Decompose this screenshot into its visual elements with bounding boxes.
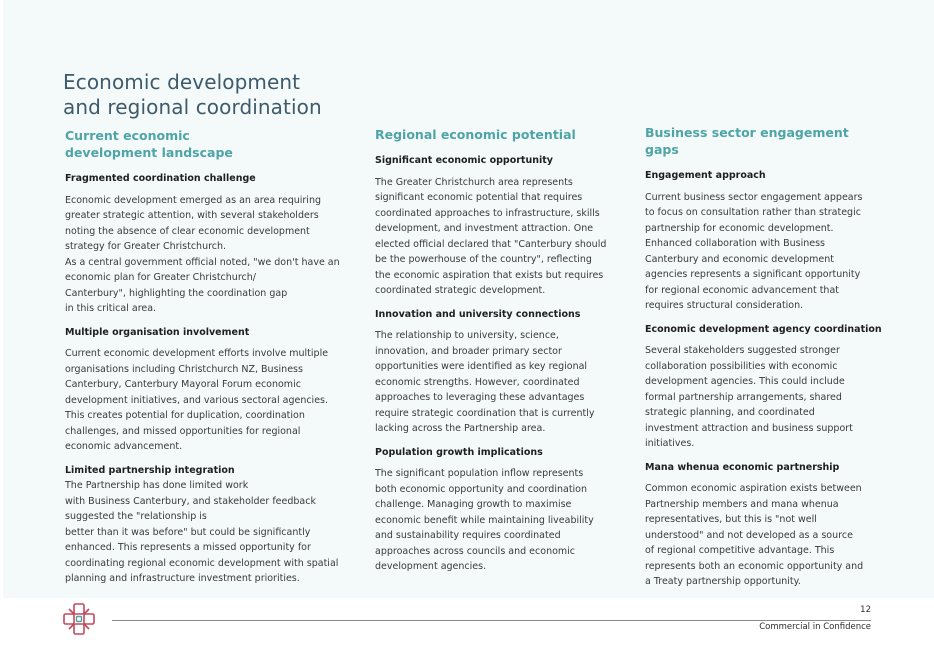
paragraph-fragmented-coordination: Economic development emerged as an area requiring greater strategic attention, with several stakeholders noting the absence of clear economic development strategy for Greater Christchurch. As a central government official noted, "we don't have an economic plan for Greater Christchurch/ Canterbury", highlighting the coordination gap in this critical area. [65,194,340,314]
section-heading: Business sector engagement gaps [645,125,849,157]
paragraph-population-growth: The significant population inflow represents both economic opportunity and coordination challenge. Managing growth to maximise economic benefit while maintaining liveability and sustainability requires coordinated approaches across councils and economic development agencies. [375,468,594,572]
paragraph-innovation-university: The relationship to university, science, innovation, and broader primary sector opportunities were identified as key regional economic strengths. However, coordinated approaches to leveraging these advantages require strategic coordination that is currently lacking across the Partnership area. [375,330,595,434]
subheading-limited-partnership: Limited partnership integration [65,464,235,476]
paragraph-engagement-approach: Current business sector engagement appears to focus on consultation rather than strategic partnership for economic development. Enhanced collaboration with Business Canterbury and economic development agencies represents a significant opportunity for regional economic advancement that requires structural consideration. [645,191,863,311]
subheading-fragmented-coordination: Fragmented coordination challenge [65,173,256,184]
subheading-significant-opportunity: Significant economic opportunity [375,155,553,166]
column-current-landscape [65,127,360,587]
paragraph-agency-coordination: Several stakeholders suggested stronger collaboration possibilities with economic development agencies. This could include formal partnership arrangements, shared strategic planning, and coordinated investment attraction and business support initiatives. [645,345,853,449]
column-regional-potential [375,126,630,583]
footer-divider [112,620,871,621]
subheading-agency-coordination: Economic development agency coordination [645,323,882,335]
paragraph-multiple-organisation: Current economic development efforts involve multiple organisations including Christchurch NZ, Business Canterbury, Canterbury Mayoral Forum economic development initiatives, and various sectoral agencies. This creates potential for duplication, coordination challenges, and missed opportunities for regional economic advancement. [65,348,329,452]
subheading-engagement-approach: Engagement approach [645,170,766,181]
logo-icon [62,602,96,636]
confidentiality-label: Commercial in Confidence [759,622,871,632]
subheading-population-growth: Population growth implications [375,446,543,458]
page-number: 12 [860,605,871,615]
subheading-mana-whenua: Mana whenua economic partnership [645,461,840,473]
section-heading: Regional economic potential [375,127,576,142]
section-heading: Current economic development landscape [65,128,233,160]
column-business-engagement [645,124,885,598]
subheading-multiple-organisation: Multiple organisation involvement [65,326,250,338]
subheading-innovation-university: Innovation and university connections [375,308,581,320]
paragraph-mana-whenua: Common economic aspiration exists between Partnership members and mana whenua representatives, but this is "not well understood" and not developed as a source of regional competitive advantage. This represents both an economic opportunity and a Treaty partnership opportunity. [645,483,864,587]
paragraph-significant-opportunity: The Greater Christchurch area represents significant economic potential that requires coordinated approaches to infrastructure, skills development, and investment attraction. One elected official declared that "Canterbury should be the powerhouse of the country", reflecting the economic aspiration that exists but requires coordinated strategic development. [375,176,607,296]
paragraph-limited-partnership: The Partnership has done limited work with Business Canterbury, and stakeholder feedback suggested the "relationship is better than it was before" but could be significantly enhanced. This represents a missed opportunity for coordinating regional economic development with spatial planning and infrastructure investment priorities. [65,480,339,584]
page-title: Economic development and regional coordination [63,70,322,119]
